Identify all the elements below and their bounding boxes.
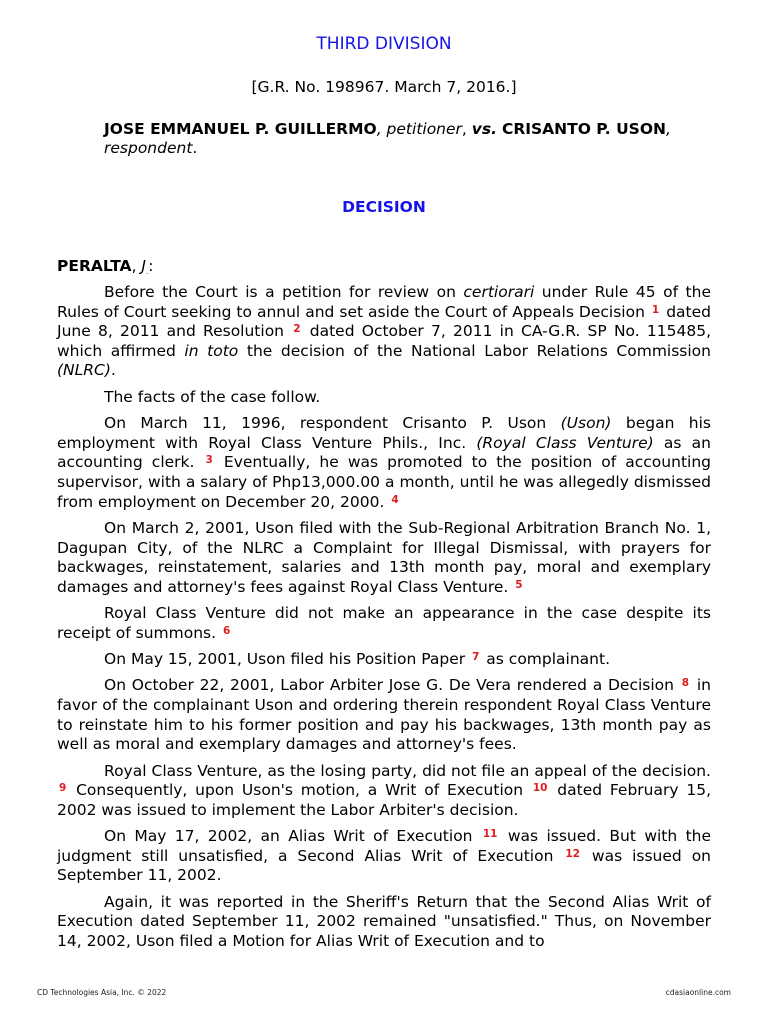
case-number: [G.R. No. 198967. March 7, 2016.] xyxy=(251,78,517,96)
paragraph-text: the decision of the National Labor Relations Commission xyxy=(238,341,711,360)
decision-body xyxy=(57,283,711,958)
paragraph-text: began his employment with Royal Class Venture Phils., Inc. xyxy=(57,414,711,452)
paragraph-2: The facts of the case follow. xyxy=(104,387,321,406)
decision-heading: DECISION xyxy=(342,198,426,216)
ponente-line: PERALTA, J.: xyxy=(57,257,154,276)
paragraph-6 xyxy=(57,650,711,670)
footnote-link-10[interactable]: 10 xyxy=(532,782,548,795)
footnote-link-8[interactable]: 8 xyxy=(681,677,690,690)
caption-end: . xyxy=(192,139,198,157)
footnote-link-5[interactable]: 5 xyxy=(515,578,523,591)
emphasis-text: (NLRC) xyxy=(57,361,111,380)
footnote-link-9[interactable]: 9 xyxy=(59,782,67,795)
paragraph-text: dated June 8, 2011 and Resolution xyxy=(57,302,711,341)
emphasis-text: certiorari xyxy=(463,283,535,301)
paragraph-text: On May 17, 2002, an Alias Writ of Execution xyxy=(104,827,481,846)
paragraph-text: On March 11, 1996, respondent Crisanto P. Uson xyxy=(104,414,561,433)
respondent-role: , respondent xyxy=(104,120,671,157)
paragraph-5 xyxy=(57,604,711,643)
paragraph-4 xyxy=(57,519,711,597)
petitioner-name: JOSE EMMANUEL P. GUILLERMO xyxy=(104,120,377,138)
footnote-link-3[interactable]: 3 xyxy=(205,454,213,467)
footer-copyright: CD Technologies Asia, Inc. © 2022 xyxy=(37,988,167,997)
paragraph-8 xyxy=(57,762,711,821)
paragraph-text: as complainant. xyxy=(481,650,611,669)
ponente-title: J xyxy=(141,257,146,275)
footnote-link-2[interactable]: 2 xyxy=(293,323,301,336)
paragraph-text: On March 2, 2001, Uson filed with the Sub-Regional Arbitration Branch No. 1, Dagupan City, of the NLRC a Complaint for Illegal Dismissal, with prayers for backwages, reinstatement, salaries and 13th month pay, moral and exemplary damages and attorney's fees against Royal Class Venture. xyxy=(57,518,711,596)
footnote-link-6[interactable]: 6 xyxy=(222,624,231,637)
paragraph-text: dated February 15, 2002 was issued to implement the Labor Arbiter's decision. xyxy=(57,781,711,819)
paragraph-1 xyxy=(57,283,711,381)
paragraph-text: On May 15, 2001, Uson filed his Position Paper xyxy=(104,650,471,669)
paragraph-3 xyxy=(57,414,711,512)
paragraph-text: . xyxy=(110,361,116,380)
emphasis-text: (Royal Class Venture) xyxy=(476,433,654,452)
footer-site: cdasiaonline.com xyxy=(665,988,731,997)
emphasis-text: (Uson) xyxy=(560,414,612,433)
paragraph-9 xyxy=(57,827,711,886)
division-heading: THIRD DIVISION xyxy=(316,34,452,54)
paragraph-10: Again, it was reported in the Sheriff's Return that the Second Alias Writ of Execution dated September 11, 2002 remained "unsatisfied." Thus, on November 14, 2002, Uson filed a Motion for Alias Writ of Execution and to xyxy=(57,892,711,950)
paragraph-text: Before the Court is a petition for review on xyxy=(104,283,464,301)
footnote-link-1[interactable]: 1 xyxy=(651,303,660,316)
paragraph-7 xyxy=(57,676,711,754)
paragraph-text: was issued on September 11, 2002. xyxy=(57,846,711,885)
paragraph-text: dated October 7, 2011 in CA-G.R. SP No. 115485, which affirmed xyxy=(57,322,711,360)
paragraph-text: Eventually, he was promoted to the position of accounting supervisor, with a salary of Php13,000.00 a month, until he was allegedly dismissed from employment on December 20, 2000. xyxy=(57,453,711,511)
ponente-name: PERALTA xyxy=(57,257,132,275)
petitioner-role: , petitioner xyxy=(376,120,462,138)
paragraph-text: as an accounting clerk. xyxy=(57,433,712,472)
footnote-link-4[interactable]: 4 xyxy=(391,493,399,506)
parties-caption: JOSE EMMANUEL P. GUILLERMO, petitioner, vs. CRISANTO P. USON, respondent. xyxy=(104,120,671,157)
footnote-link-7[interactable]: 7 xyxy=(472,651,480,664)
paragraph-text: under Rule 45 of the Rules of Court seeking to annul and set aside the Court of Appeals Decision xyxy=(57,283,711,321)
footnote-link-12[interactable]: 12 xyxy=(565,847,580,860)
paragraph-text: Royal Class Venture, as the losing party, did not file an appeal of the decision. xyxy=(104,761,711,780)
footnote-link-11[interactable]: 11 xyxy=(482,828,498,841)
emphasis-text: in toto xyxy=(184,341,239,360)
ponente-suffix: : xyxy=(148,257,154,275)
paragraph-text: Consequently, upon Uson's motion, a Writ of Execution xyxy=(68,781,531,800)
paragraph-text: was issued. But with the judgment still unsatisfied, a Second Alias Writ of Execution xyxy=(57,827,712,865)
respondent-name: CRISANTO P. USON xyxy=(501,120,666,138)
paragraph-text: On October 22, 2001, Labor Arbiter Jose G. De Vera rendered a Decision xyxy=(104,676,680,695)
paragraph-text: in favor of the complainant Uson and ordering therein respondent Royal Class Venture to reinstate him to his former position and pay his backwages, 13th month pay as well as moral and exemplary damages and attorney's fees. xyxy=(57,676,711,754)
paragraph-text: Royal Class Venture did not make an appearance in the case despite its receipt of summons. xyxy=(57,604,711,642)
versus-label: vs. xyxy=(471,120,497,138)
